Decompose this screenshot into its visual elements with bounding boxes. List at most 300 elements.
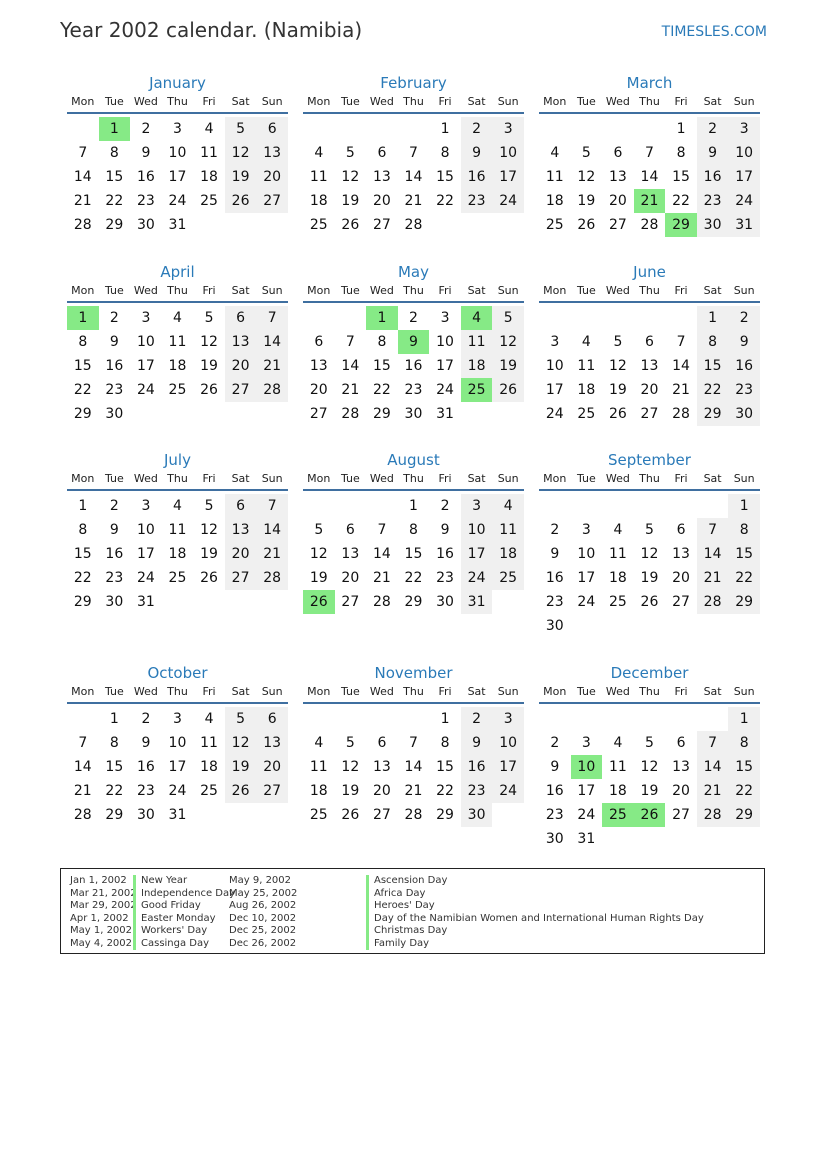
empty-cell (697, 614, 729, 638)
day-cell: 21 (73, 783, 92, 799)
week-row (539, 779, 760, 803)
day-cell: 7 (697, 731, 729, 755)
empty-cell (634, 827, 666, 851)
empty-cell (539, 306, 571, 330)
day-cell: 21 (404, 783, 423, 799)
day-cell: 12 (225, 731, 257, 755)
day-cell: 29 (728, 590, 760, 614)
empty-cell (602, 306, 634, 330)
day-cell: 23 (545, 807, 564, 823)
day-cell: 30 (461, 803, 493, 827)
weekday-label: Thu (167, 685, 188, 698)
weekday-label: Wed (133, 685, 158, 698)
day-cell: 1 (109, 711, 119, 727)
day-cell: 2 (728, 306, 760, 330)
day-cell: 3 (173, 121, 182, 137)
empty-cell (225, 590, 257, 614)
week-row (539, 402, 760, 426)
day-cell: 18 (492, 542, 524, 566)
legend-holiday-date: Dec 10, 2002 (229, 912, 297, 924)
empty-cell (256, 402, 288, 426)
day-cell: 7 (697, 518, 729, 542)
weekday-label: Wed (369, 685, 394, 698)
week-row (67, 707, 288, 731)
empty-cell (461, 402, 493, 426)
week-row (67, 330, 288, 354)
day-cell: 10 (577, 546, 596, 562)
day-cell: 13 (225, 518, 257, 542)
weekday-label: Sat (467, 95, 486, 108)
day-cell: 3 (492, 117, 524, 141)
day-cell: 28 (256, 378, 288, 402)
day-cell: 19 (492, 354, 524, 378)
empty-cell (335, 707, 367, 731)
empty-cell (398, 707, 430, 731)
empty-cell (665, 827, 697, 851)
day-cell: 18 (200, 759, 218, 775)
weekday-label: Sat (231, 685, 250, 698)
week-row (67, 165, 288, 189)
empty-cell (303, 117, 335, 141)
legend-holiday-date: May 25, 2002 (229, 887, 298, 899)
day-cell: 3 (141, 310, 151, 326)
week-row (67, 731, 288, 755)
day-cell: 16 (461, 755, 493, 779)
day-cell: 27 (640, 406, 659, 422)
day-cell: 18 (309, 783, 328, 799)
month-january (67, 72, 288, 237)
weekday-label: Sun (261, 284, 283, 297)
day-cell: 8 (697, 330, 729, 354)
day-cell: 24 (545, 406, 564, 422)
legend-holiday-date: Mar 21, 2002 (70, 887, 137, 899)
day-cell: 28 (697, 803, 729, 827)
weekday-label: Sun (261, 95, 283, 108)
day-cell: 6 (256, 707, 288, 731)
day-cell: 30 (436, 594, 454, 610)
day-cell: 23 (136, 193, 155, 209)
day-cell: 17 (136, 546, 155, 562)
weekday-label: Tue (104, 685, 124, 698)
day-cell: 17 (136, 358, 155, 374)
weekday-header (67, 94, 288, 114)
weekday-label: Tue (340, 284, 360, 297)
month-title: September (608, 451, 691, 469)
day-cell: 16 (136, 169, 155, 185)
day-cell: 27 (225, 378, 257, 402)
empty-cell (461, 213, 493, 237)
day-cell: 7 (676, 334, 686, 350)
day-cell: 22 (73, 382, 92, 398)
day-cell: 19 (341, 193, 360, 209)
holiday-day-cell: 25 (602, 803, 634, 827)
holiday-day-cell: 4 (461, 306, 493, 330)
holiday-day-cell: 9 (398, 330, 430, 354)
day-cell: 18 (545, 193, 564, 209)
empty-cell (256, 213, 288, 237)
day-cell: 20 (309, 382, 328, 398)
day-cell: 10 (436, 334, 454, 350)
week-row (303, 542, 524, 566)
empty-cell (602, 117, 634, 141)
weekday-label: Mon (307, 685, 331, 698)
weekday-label: Mon (543, 472, 567, 485)
month-title: July (164, 451, 191, 469)
day-cell: 21 (672, 382, 690, 398)
day-cell: 5 (204, 310, 214, 326)
weekday-label: Fri (674, 685, 688, 698)
day-cell: 13 (225, 330, 257, 354)
holiday-day-cell: 29 (665, 213, 697, 237)
day-cell: 22 (436, 193, 454, 209)
day-cell: 23 (728, 378, 760, 402)
day-cell: 4 (204, 121, 214, 137)
weekday-label: Thu (639, 472, 660, 485)
day-cell: 15 (372, 358, 391, 374)
weekday-label: Sat (703, 95, 722, 108)
day-cell: 11 (309, 169, 328, 185)
day-cell: 15 (73, 546, 92, 562)
day-cell: 5 (645, 735, 654, 751)
day-cell: 3 (550, 334, 560, 350)
day-cell: 6 (613, 145, 623, 161)
week-row (303, 117, 524, 141)
weekday-header (539, 94, 760, 114)
week-row (303, 779, 524, 803)
weekday-label: Mon (543, 284, 567, 297)
day-cell: 23 (105, 570, 124, 586)
week-row (539, 378, 760, 402)
day-cell: 29 (728, 803, 760, 827)
empty-cell (335, 306, 367, 330)
day-cell: 16 (105, 358, 124, 374)
month-october (67, 662, 288, 827)
day-cell: 10 (461, 518, 493, 542)
day-cell: 17 (168, 169, 187, 185)
day-cell: 24 (492, 189, 524, 213)
day-cell: 9 (697, 141, 729, 165)
day-cell: 21 (697, 779, 729, 803)
empty-cell (193, 803, 225, 827)
day-cell: 20 (372, 193, 391, 209)
page-title: Year 2002 calendar. (Namibia) (60, 18, 363, 42)
day-cell: 27 (372, 807, 391, 823)
day-cell: 26 (225, 779, 257, 803)
weekday-label: Mon (71, 472, 95, 485)
day-cell: 9 (550, 759, 560, 775)
weekday-label: Mon (71, 685, 95, 698)
day-cell: 24 (136, 382, 155, 398)
day-cell: 23 (404, 382, 423, 398)
day-cell: 14 (672, 358, 690, 374)
day-cell: 21 (404, 193, 423, 209)
weekday-label: Sat (467, 685, 486, 698)
legend-holiday-name: Easter Monday (133, 913, 235, 926)
day-cell: 31 (436, 406, 454, 422)
day-cell: 3 (492, 707, 524, 731)
week-row (303, 518, 524, 542)
empty-cell (665, 494, 697, 518)
day-cell: 9 (141, 145, 151, 161)
day-cell: 11 (545, 169, 564, 185)
day-cell: 21 (341, 382, 360, 398)
day-cell: 11 (168, 334, 187, 350)
day-cell: 3 (173, 711, 182, 727)
day-cell: 16 (697, 165, 729, 189)
day-cell: 30 (404, 406, 423, 422)
legend-holiday-date: Aug 26, 2002 (229, 900, 297, 911)
month-title: August (387, 451, 440, 469)
day-cell: 13 (672, 759, 690, 775)
day-cell: 12 (225, 141, 257, 165)
week-row (67, 779, 288, 803)
day-cell: 29 (73, 406, 92, 422)
weekday-label: Fri (438, 284, 452, 297)
week-row (539, 189, 760, 213)
day-cell: 18 (309, 193, 328, 209)
weekday-label: Mon (307, 95, 331, 108)
month-april (67, 261, 288, 426)
day-cell: 16 (404, 358, 423, 374)
day-cell: 17 (728, 165, 760, 189)
weekday-label: Tue (104, 95, 124, 108)
week-row (539, 141, 760, 165)
empty-cell (366, 117, 398, 141)
weekday-label: Sat (231, 472, 250, 485)
day-cell: 16 (136, 759, 155, 775)
week-row (539, 213, 760, 237)
empty-cell (193, 402, 225, 426)
weekday-label: Thu (639, 95, 660, 108)
weekday-label: Fri (202, 95, 216, 108)
day-cell: 11 (200, 145, 218, 161)
day-cell: 14 (697, 755, 729, 779)
week-row (539, 165, 760, 189)
day-cell: 8 (440, 145, 450, 161)
day-cell: 28 (404, 217, 423, 233)
day-cell: 23 (461, 779, 493, 803)
day-cell: 15 (728, 755, 760, 779)
day-cell: 8 (109, 145, 119, 161)
weekday-label: Sun (497, 284, 519, 297)
month-march (539, 72, 760, 237)
weekday-label: Tue (104, 472, 124, 485)
day-cell: 24 (492, 779, 524, 803)
day-cell: 6 (377, 735, 387, 751)
day-cell: 14 (404, 169, 423, 185)
weekday-label: Wed (605, 95, 630, 108)
empty-cell (602, 827, 634, 851)
day-cell: 31 (577, 831, 596, 847)
week-row (539, 306, 760, 330)
day-cell: 4 (173, 498, 182, 514)
day-cell: 29 (73, 594, 92, 610)
day-cell: 13 (372, 169, 391, 185)
day-cell: 2 (461, 117, 493, 141)
day-cell: 15 (672, 169, 690, 185)
day-cell: 18 (168, 358, 187, 374)
day-cell: 5 (613, 334, 623, 350)
empty-cell (665, 707, 697, 731)
day-cell: 24 (577, 807, 596, 823)
day-cell: 17 (577, 783, 596, 799)
holiday-day-cell: 10 (571, 755, 603, 779)
empty-cell (602, 707, 634, 731)
day-cell: 8 (78, 522, 88, 538)
day-cell: 26 (225, 189, 257, 213)
legend-holiday-date: Dec 26, 2002 (229, 937, 297, 949)
weekday-label: Wed (133, 472, 158, 485)
day-cell: 10 (728, 141, 760, 165)
legend-holiday-date: Apr 1, 2002 (70, 912, 129, 924)
day-cell: 16 (728, 354, 760, 378)
weekday-label: Tue (576, 685, 596, 698)
day-cell: 25 (200, 193, 218, 209)
day-cell: 20 (341, 570, 360, 586)
week-row (67, 590, 288, 614)
day-cell: 25 (309, 217, 328, 233)
day-cell: 16 (436, 546, 454, 562)
week-row (539, 755, 760, 779)
day-cell: 10 (168, 735, 187, 751)
day-cell: 24 (136, 570, 155, 586)
week-row (303, 189, 524, 213)
day-cell: 8 (676, 145, 686, 161)
week-row (539, 542, 760, 566)
month-title: December (610, 664, 689, 682)
weekday-header (539, 684, 760, 704)
week-row (539, 566, 760, 590)
weekday-label: Sat (467, 284, 486, 297)
day-cell: 30 (105, 594, 124, 610)
week-row (303, 590, 524, 614)
day-cell: 18 (577, 382, 596, 398)
week-row (303, 306, 524, 330)
day-cell: 27 (672, 807, 690, 823)
day-cell: 28 (372, 594, 391, 610)
day-cell: 12 (640, 759, 659, 775)
empty-cell (634, 306, 666, 330)
legend-holiday-name: Africa Day (366, 888, 704, 901)
day-cell: 5 (204, 498, 214, 514)
day-cell: 28 (404, 807, 423, 823)
month-title: November (374, 664, 453, 682)
day-cell: 5 (492, 306, 524, 330)
day-cell: 25 (608, 594, 627, 610)
month-august (303, 449, 524, 614)
day-cell: 3 (141, 498, 151, 514)
day-cell: 25 (168, 382, 187, 398)
day-cell: 1 (697, 306, 729, 330)
day-cell: 9 (728, 330, 760, 354)
day-cell: 6 (256, 117, 288, 141)
legend-holiday-date: Dec 25, 2002 (229, 925, 297, 936)
week-row (67, 542, 288, 566)
day-cell: 4 (314, 735, 324, 751)
day-cell: 1 (728, 494, 760, 518)
day-cell: 27 (608, 217, 627, 233)
day-cell: 1 (409, 498, 418, 514)
day-cell: 6 (645, 334, 654, 350)
empty-cell (634, 494, 666, 518)
day-cell: 7 (377, 522, 387, 538)
day-cell: 18 (608, 570, 627, 586)
weekday-label: Thu (639, 685, 660, 698)
day-cell: 29 (105, 217, 124, 233)
weekday-label: Fri (438, 95, 452, 108)
weekday-label: Sun (733, 95, 755, 108)
day-cell: 3 (581, 735, 591, 751)
weekday-label: Tue (340, 685, 360, 698)
month-november (303, 662, 524, 827)
day-cell: 12 (608, 358, 627, 374)
brand-link[interactable]: TIMESLES.COM (661, 24, 767, 40)
legend-holiday-name: Christmas Day (366, 925, 704, 938)
day-cell: 4 (314, 145, 324, 161)
day-cell: 6 (225, 494, 257, 518)
day-cell: 22 (372, 382, 391, 398)
day-cell: 2 (109, 498, 119, 514)
empty-cell (162, 402, 194, 426)
empty-cell (665, 614, 697, 638)
day-cell: 29 (404, 594, 423, 610)
weekday-label: Fri (438, 472, 452, 485)
day-cell: 11 (608, 759, 627, 775)
legend-holiday-name: Family Day (366, 938, 704, 951)
empty-cell (571, 494, 603, 518)
day-cell: 2 (109, 310, 119, 326)
month-title: February (380, 74, 447, 92)
day-cell: 25 (577, 406, 596, 422)
empty-cell (130, 402, 162, 426)
day-cell: 16 (545, 783, 564, 799)
day-cell: 9 (461, 731, 493, 755)
day-cell: 18 (608, 783, 627, 799)
day-cell: 21 (73, 193, 92, 209)
day-cell: 20 (225, 542, 257, 566)
day-cell: 19 (608, 382, 627, 398)
holiday-day-cell: 21 (634, 189, 666, 213)
weekday-label: Sun (497, 685, 519, 698)
weekday-label: Sun (733, 685, 755, 698)
day-cell: 26 (200, 382, 218, 398)
day-cell: 8 (728, 731, 760, 755)
day-cell: 13 (341, 546, 360, 562)
weekday-label: Tue (576, 95, 596, 108)
holiday-legend (60, 868, 765, 954)
week-row (539, 827, 760, 851)
day-cell: 30 (136, 807, 155, 823)
day-cell: 11 (608, 546, 627, 562)
day-cell: 8 (440, 735, 450, 751)
month-title: January (149, 74, 206, 92)
day-cell: 28 (256, 566, 288, 590)
week-row (67, 755, 288, 779)
holiday-day-cell: 1 (99, 117, 131, 141)
empty-cell (539, 707, 571, 731)
empty-cell (256, 803, 288, 827)
empty-cell (571, 707, 603, 731)
week-row (539, 707, 760, 731)
day-cell: 10 (492, 141, 524, 165)
weekday-label: Tue (340, 95, 360, 108)
day-cell: 11 (200, 735, 218, 751)
week-row (67, 803, 288, 827)
day-cell: 18 (168, 546, 187, 562)
weekday-label: Thu (403, 685, 424, 698)
day-cell: 9 (141, 735, 151, 751)
day-cell: 13 (608, 169, 627, 185)
